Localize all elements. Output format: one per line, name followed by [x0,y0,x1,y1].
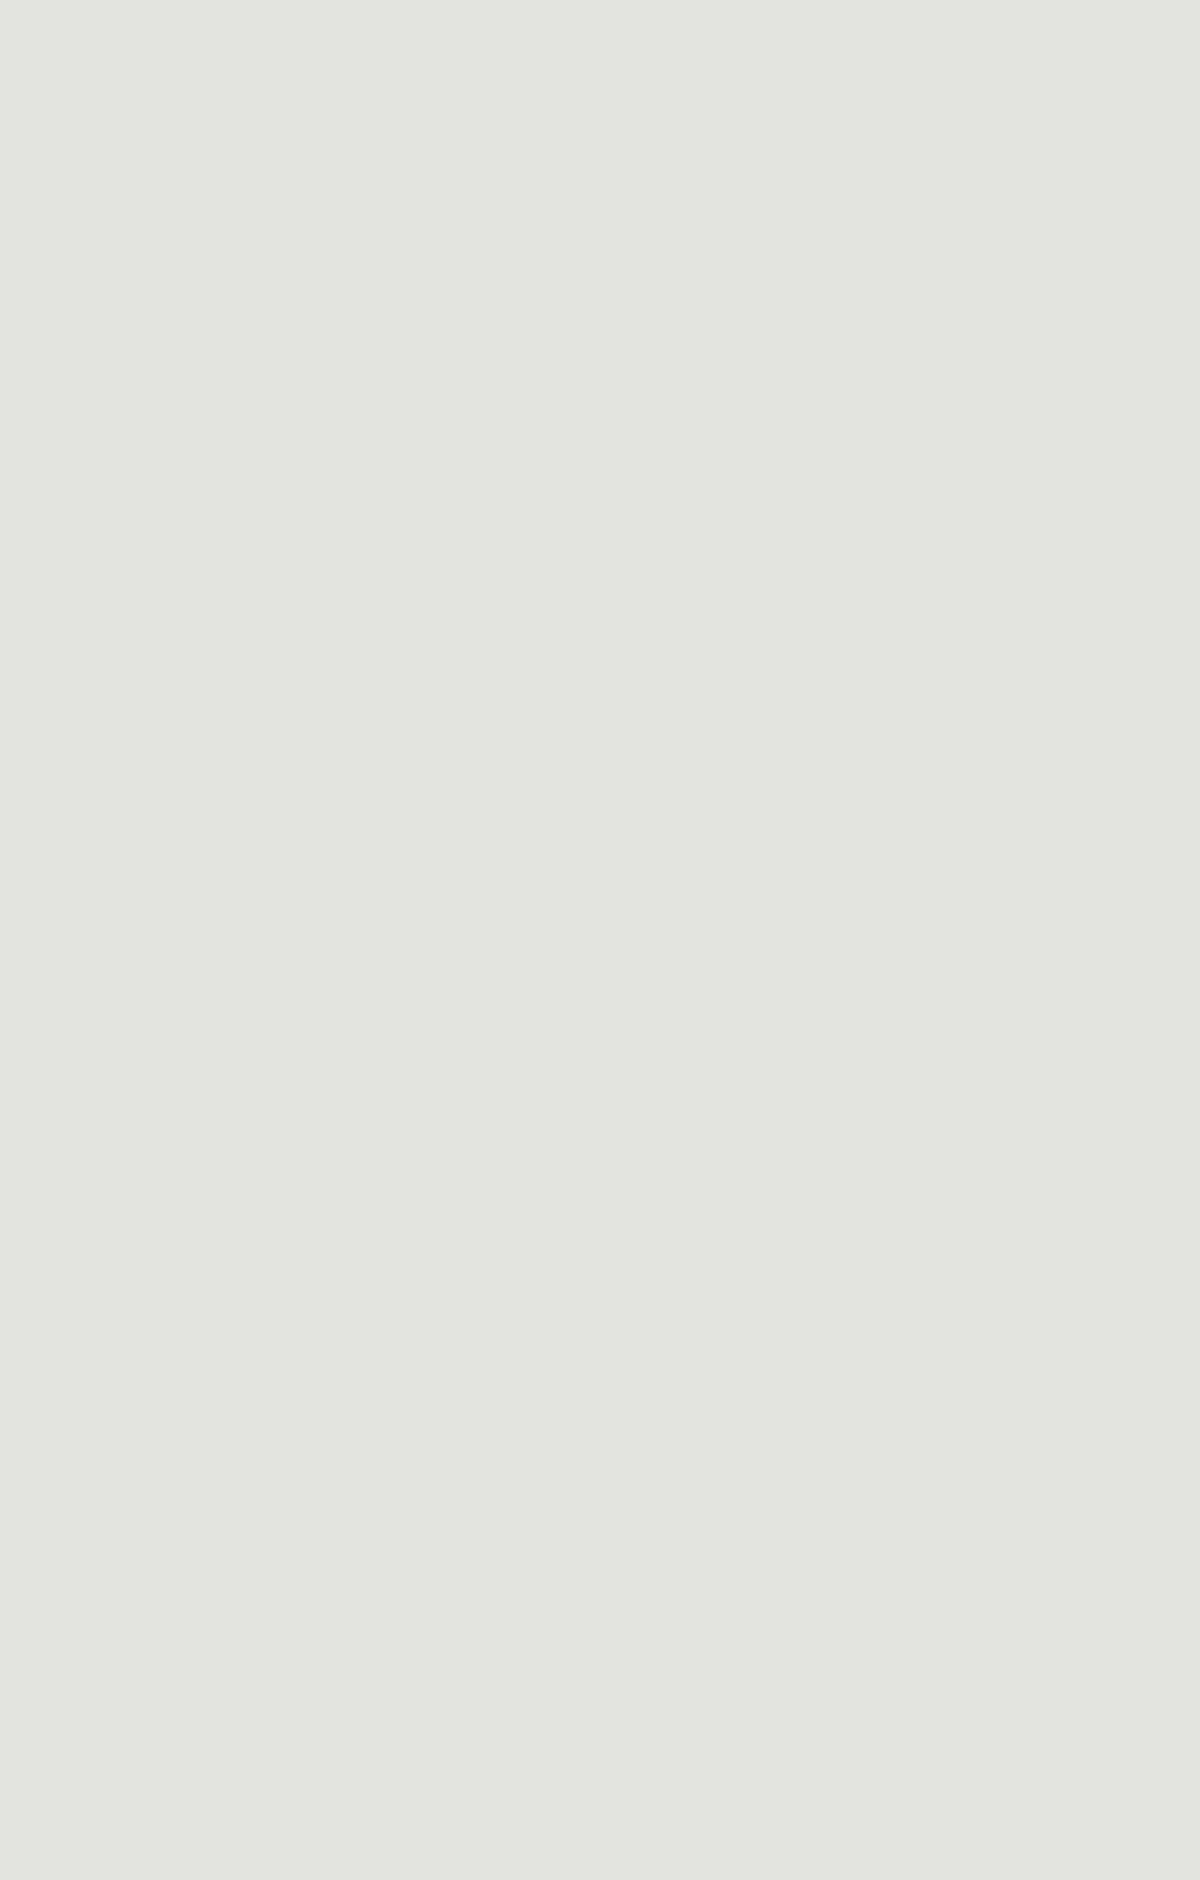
page-header [120,112,1040,142]
